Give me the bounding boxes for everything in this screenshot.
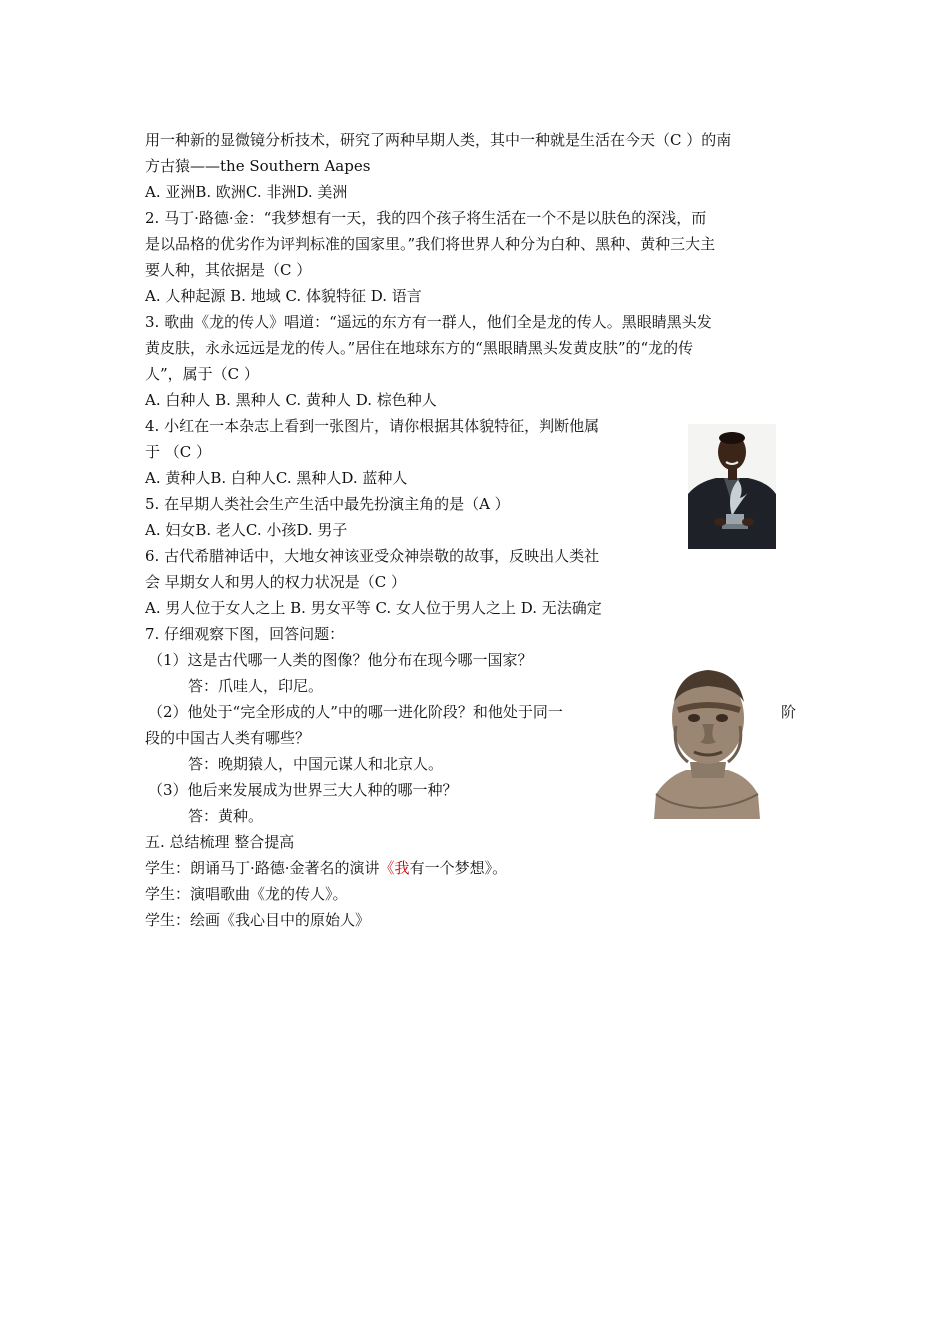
answer-options: A. 妇女B. 老人C. 小孩D. 男子	[145, 521, 348, 539]
activity-line	[145, 858, 507, 878]
answer-options: A. 男人位于女人之上 B. 男女平等 C. 女人位于男人之上 D. 无法确定	[145, 599, 602, 617]
answer-options: A. 人种起源 B. 地域 C. 体貌特征 D. 语言	[145, 287, 422, 305]
text-line: 用一种新的显微镜分析技术，研究了两种早期人类，其中一种就是生活在今天（C ）的南	[145, 131, 732, 149]
sub-question-1: （1）这是古代哪一人类的图像？他分布在现今哪一国家？	[148, 651, 533, 669]
man-with-trophy-photo	[688, 424, 776, 549]
answer-1: 答：爪哇人，印尼。	[188, 677, 324, 695]
answer-options: A. 黄种人B. 白种人C. 黑种人D. 蓝种人	[145, 469, 408, 487]
answer-3: 答：黄种。	[188, 807, 264, 825]
answer-options: A. 亚洲B. 欧洲C. 非洲D. 美洲	[145, 183, 348, 201]
answer-options: A. 白种人 B. 黑种人 C. 黄种人 D. 棕色种人	[145, 391, 437, 409]
text-line: 于 （C ）	[145, 443, 212, 461]
activity-text: 有一个梦想》。	[409, 859, 508, 877]
highlight-text: 《我	[379, 859, 410, 877]
question-2: 2. 马丁·路德·金：“我梦想有一天，我的四个孩子将生活在一个不是以肤色的深浅，而	[145, 209, 707, 227]
question-3: 3. 歌曲《龙的传人》唱道：“遥远的东方有一群人，他们全是龙的传人。黑眼睛黑头发	[145, 313, 712, 331]
activity-text: 学生：朗诵马丁·路德·金著名的演讲	[145, 859, 380, 877]
question-7: 7. 仔细观察下图，回答问题：	[145, 625, 345, 643]
java-man-bust-photo	[650, 666, 762, 819]
text-line: 方古猿——the Southern Aapes	[145, 157, 371, 175]
section-heading: 五. 总结梳理 整合提高	[145, 833, 295, 851]
text-line: 会 早期女人和男人的权力状况是（C ）	[145, 573, 407, 591]
question-4: 4. 小红在一本杂志上看到一张图片，请你根据其体貌特征，判断他属	[145, 417, 600, 435]
text-fragment: 阶	[781, 703, 797, 721]
activity-line: 学生：演唱歌曲《龙的传人》。	[145, 885, 348, 903]
question-6: 6. 古代希腊神话中，大地女神该亚受众神崇敬的故事，反映出人类社	[145, 547, 600, 565]
question-5: 5. 在早期人类社会生产生活中最先扮演主角的是（A ）	[145, 495, 510, 513]
answer-2: 答：晚期猿人，中国元谋人和北京人。	[188, 755, 444, 773]
activity-line: 学生：绘画《我心目中的原始人》	[145, 911, 371, 929]
text-line: 黄皮肤，永永远远是龙的传人。”居住在地球东方的“黑眼睛黑头发黄皮肤”的“龙的传	[145, 339, 694, 357]
sub-question-2: （2）他处于“完全形成的人”中的哪一进化阶段？和他处于同一	[148, 703, 563, 721]
text-line: 是以品格的优劣作为评判标准的国家里。”我们将世界人种分为白种、黑种、黄种三大主	[145, 235, 716, 253]
text-line: 段的中国古人类有哪些？	[145, 729, 311, 747]
sub-question-3: （3）他后来发展成为世界三大人种的哪一种？	[148, 781, 458, 799]
text-line: 人”，属于（C ）	[145, 365, 259, 383]
text-line: 要人种，其依据是（C ）	[145, 261, 312, 279]
